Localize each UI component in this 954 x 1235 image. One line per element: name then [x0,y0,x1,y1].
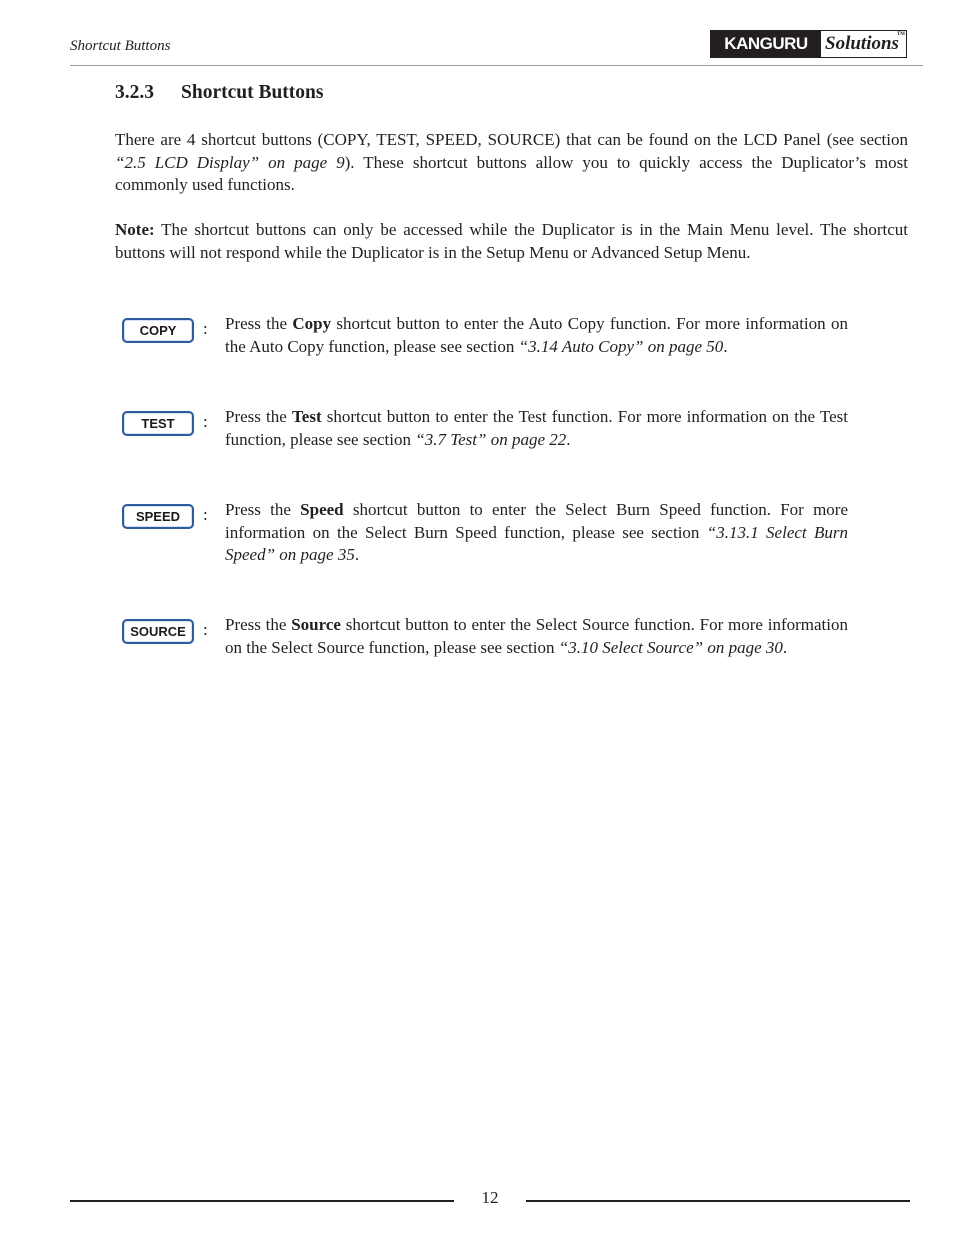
logo-brand: KANGURU [711,31,821,57]
desc-post: . [566,429,571,449]
desc-pre: Press the [225,500,301,519]
copy-button-icon: COPY [122,318,194,343]
logo-trademark: TM [896,32,905,37]
header-divider [70,65,923,66]
shortcut-description-speed [225,499,848,567]
shortcut-colon: : [203,319,208,338]
note-paragraph [115,219,908,264]
logo-word-container [821,31,906,57]
desc-cross-reference-link[interactable]: “3.10 Select Source” on page 30 [558,637,783,657]
shortcut-colon: : [203,505,208,524]
footer-rule-right [526,1200,910,1202]
shortcut-colon: : [203,412,208,431]
section-number: 3.2.3 [115,82,154,103]
desc-mid: shortcut button to enter the Test function. For more information on the Test function, please see section [225,407,848,449]
intro-cross-reference-link[interactable]: “2.5 LCD Display” on page 9 [115,152,345,172]
shortcut-description-test [225,406,848,451]
intro-text-1: There are 4 shortcut buttons (COPY, TEST, SPEED, SOURCE) that can be found on the LCD Panel (see section [115,130,908,149]
note-text: The shortcut buttons can only be accessed while the Duplicator is in the Main Menu level. The shortcut buttons will not respond while the Duplicator is in the Setup Menu or Advanced Setup Menu. [115,220,908,262]
desc-cross-reference-link[interactable]: “3.7 Test” on page 22 [415,429,567,449]
desc-cross-reference-link[interactable]: “3.14 Auto Copy” on page 50 [518,336,724,356]
desc-mid: shortcut button to enter the Select Burn Speed function. For more information on the Select Burn Speed function, please see section [225,500,848,542]
desc-post: . [354,545,360,564]
section-title: Shortcut Buttons [181,82,324,103]
desc-pre: Press the [225,314,293,333]
shortcut-colon: : [203,620,208,639]
footer-rule-left [70,1200,454,1202]
test-button-icon: TEST [122,411,194,436]
speed-button-icon: SPEED [122,504,194,529]
desc-mid: shortcut button to enter the Auto Copy function. For more information on the Auto Copy function, please see section [225,314,848,356]
desc-pre: Press the [225,407,292,426]
desc-post: . [723,336,728,356]
intro-paragraph [115,129,908,197]
shortcut-description-copy [225,313,848,358]
desc-post: . [782,637,788,657]
desc-bold: Test [292,407,322,426]
logo-word: Solutions [825,33,899,54]
page-number: 12 [481,1188,499,1207]
desc-bold: Copy [292,314,332,333]
kanguru-solutions-logo [710,30,907,58]
intro-text-2: ). These shortcut buttons allow you to quickly access the Duplicator’s most commonly used functions. [115,152,908,194]
desc-pre: Press the [225,615,292,634]
desc-bold: Speed [300,500,344,519]
desc-mid: shortcut button to enter the Select Source function. For more information on the Select Source function, please see section [225,615,848,657]
desc-cross-reference-link[interactable]: “3.13.1 Select Burn Speed” on page 35 [225,522,848,564]
running-header-title: Shortcut Buttons [70,38,171,54]
note-label: Note: [115,220,155,239]
shortcut-description-source [225,614,848,659]
source-button-icon: SOURCE [122,619,194,644]
desc-bold: Source [291,615,341,634]
section-heading [115,82,323,104]
